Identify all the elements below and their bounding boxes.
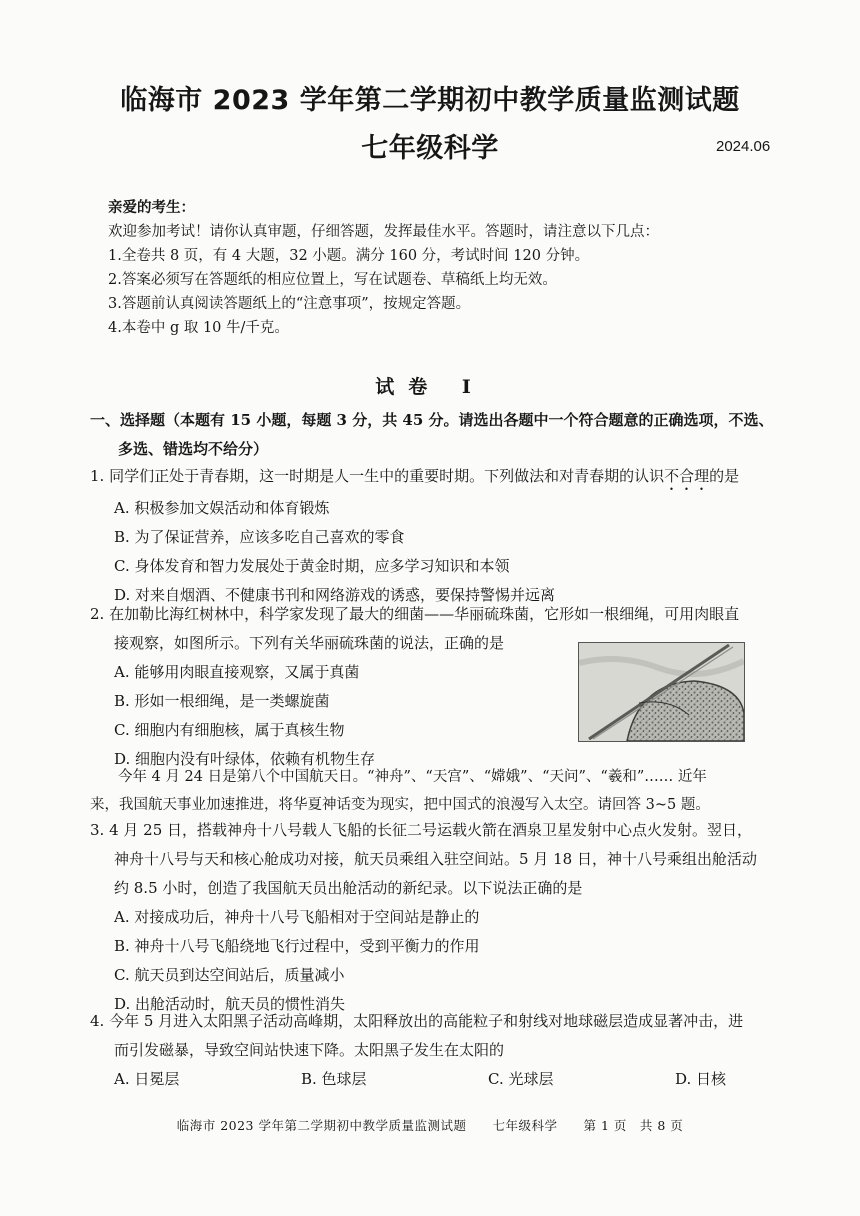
notice-item: 2.答案必须写在答题纸的相应位置上，写在试题卷、草稿纸上均无效。: [108, 272, 557, 288]
question-stem: 3. 4 月 25 日，搭载神舟十八号载人飞船的长征二号运载火箭在酒泉卫星发射中心点火发射。翌日，: [90, 821, 753, 839]
option-c: C. 身体发育和智力发展处于黄金时期，应多学习知识和本领: [114, 557, 510, 575]
question-stem: 约 8.5 小时，创造了我国航天员出舱活动的新纪录。以下说法正确的是: [114, 879, 583, 897]
stem-text: 1. 同学们正处于青春期，这一时期是人一生中的重要时期。下列做法和对青春期的认识: [90, 467, 665, 485]
options-row: [90, 1065, 860, 1094]
question-stem: 神舟十八号与天和核心舱成功对接，航天员乘组入驻空间站。5 月 18 日，神十八号乘组出舱活动: [114, 850, 757, 868]
reading-passage: [90, 763, 710, 819]
exam-subject: 七年级科学: [361, 133, 499, 164]
bacteria-photo-illustration: [579, 643, 744, 741]
exam-title: 临海市 2023 学年第二学期初中教学质量监测试题: [120, 85, 740, 116]
passage-line: 今年 4 月 24 日是第八个中国航天日。“神舟”、“天宫”、“嫦娥”、“天问”、“羲和”…… 近年: [118, 769, 707, 785]
instruction-line: 多选、错选均不给分）: [118, 440, 269, 458]
passage-line: 来，我国航天事业加速推进，将华夏神话变为现实，把中国式的浪漫写入太空。请回答 3~5 题。: [90, 797, 710, 813]
bacteria-photo: [578, 642, 745, 742]
page-footer: 临海市 2023 学年第二学期初中教学质量监测试题 七年级科学 第 1 页 共 8 页: [176, 1118, 684, 1133]
exam-date: 2024.06: [716, 138, 771, 155]
stem-text: 的是: [709, 467, 740, 485]
option-c: C. 航天员到达空间站后，质量减小: [114, 966, 345, 984]
option-b: B. 形如一根细绳，是一类螺旋菌: [114, 692, 330, 710]
question-stem: 2. 在加勒比海红树林中，科学家发现了最大的细菌——华丽硫珠菌，它形如一根细绳，可用肉眼直: [90, 605, 740, 623]
notice-heading: 亲爱的考生：: [108, 199, 195, 216]
option-a: A. 积极参加文娱活动和体育锻炼: [114, 499, 330, 517]
option-a: A. 日冕层: [114, 1070, 180, 1088]
option-d: D. 出舱活动时，航天员的惯性消失: [114, 995, 346, 1013]
question-stem: [90, 462, 739, 494]
option-c: C. 光球层: [488, 1070, 554, 1088]
option-c: C. 细胞内有细胞核，属于真核生物: [114, 721, 345, 739]
section-instruction: [90, 406, 774, 464]
option-b: B. 神舟十八号飞船绕地飞行过程中，受到平衡力的作用: [114, 937, 480, 955]
option-d: D. 对来自烟酒、不健康书刊和网络游戏的诱惑，要保持警惕并远离: [114, 586, 556, 604]
option-a: A. 对接成功后，神舟十八号飞船相对于空间站是静止的: [114, 908, 480, 926]
stem-emphasis: 不合理: [664, 467, 710, 485]
option-b: B. 色球层: [301, 1070, 367, 1088]
notice-item: 3.答题前认真阅读答题纸上的“注意事项”，按规定答题。: [108, 296, 471, 312]
option-b: B. 为了保证营养，应该多吃自己喜欢的零食: [114, 528, 405, 546]
question-4: [90, 1007, 860, 1094]
section-title: 试卷 I: [375, 376, 485, 398]
question-1: [90, 462, 739, 610]
notice-item: 1.全卷共 8 页，有 4 大题，32 小题。满分 160 分，考试时间 120 分钟。: [108, 248, 590, 264]
option-d: D. 日核: [675, 1070, 727, 1088]
option-d: D. 细胞内没有叶绿体，依赖有机物生存: [114, 750, 376, 768]
question-stem: 而引发磁暴，导致空间站快速下降。太阳黑子发生在太阳的: [114, 1041, 505, 1059]
notice-block: [108, 196, 659, 340]
question-stem: 接观察，如图所示。下列有关华丽硫珠菌的说法，正确的是: [114, 634, 505, 652]
question-stem: 4. 今年 5 月进入太阳黑子活动高峰期，太阳释放出的高能粒子和射线对地球磁层造成显著冲击，进: [90, 1012, 744, 1030]
question-3: [90, 816, 757, 1019]
notice-item: 4.本卷中 g 取 10 牛/千克。: [108, 320, 289, 336]
instruction-line: 一、选择题（本题有 15 小题，每题 3 分，共 45 分。请选出各题中一个符合题意的正确选项，不选、: [90, 411, 774, 429]
option-a: A. 能够用肉眼直接观察，又属于真菌: [114, 663, 360, 681]
notice-intro: 欢迎参加考试！请你认真审题，仔细答题，发挥最佳水平。答题时，请注意以下几点：: [108, 224, 659, 240]
